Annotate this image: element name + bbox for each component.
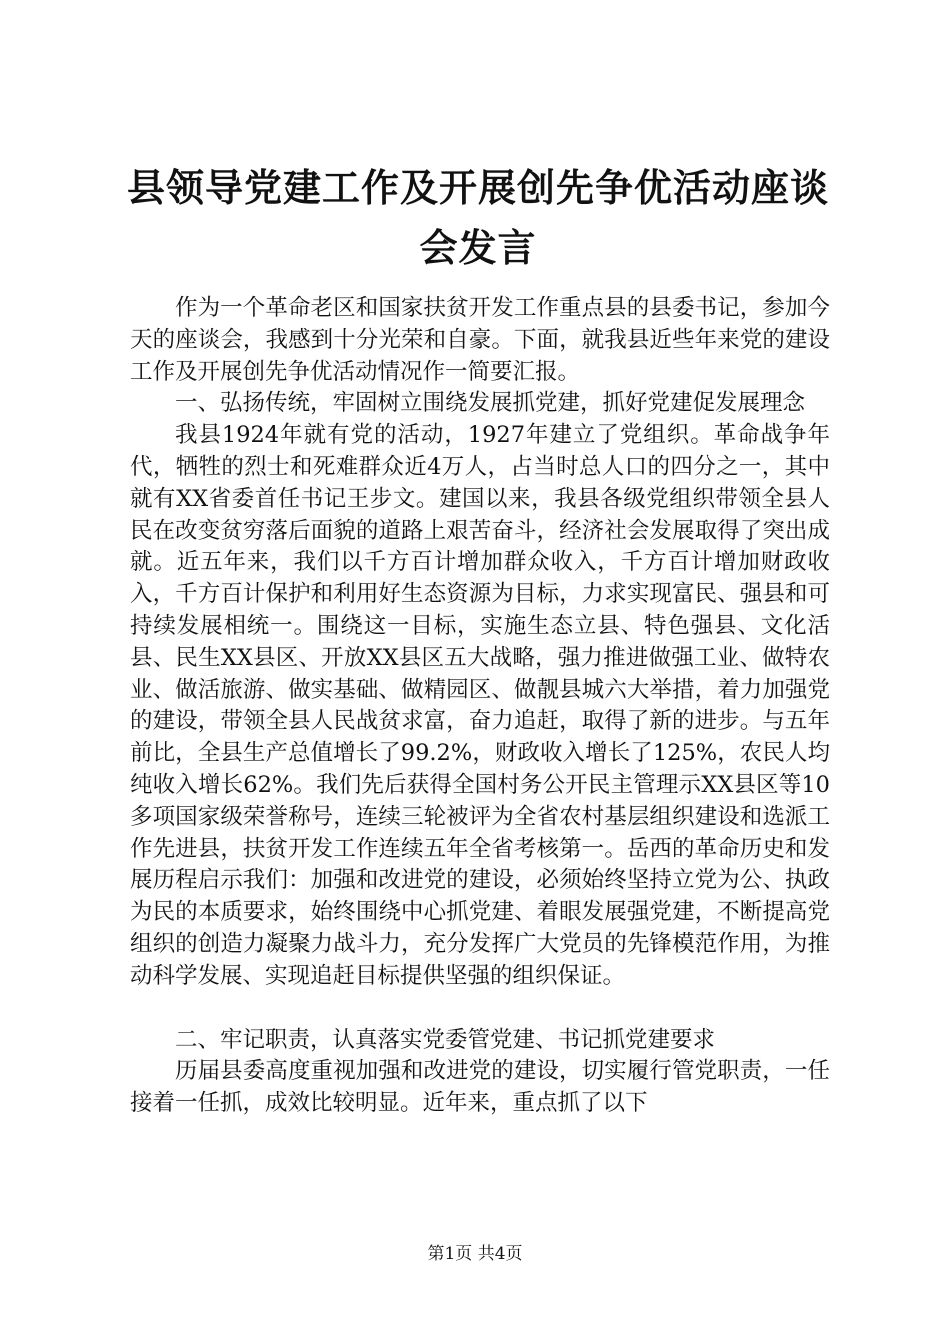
document-body	[130, 293, 830, 1120]
paragraph-responsibility: 历届县委高度重视加强和改进党的建设，切实履行管党职责，一任接着一任抓，成效比较明显。近年来，重点抓了以下	[130, 1058, 830, 1117]
section-heading-2: 二、牢记职责，认真落实党委管党建、书记抓党建要求	[175, 1026, 716, 1053]
section-heading-1: 一、弘扬传统，牢固树立围绕发展抓党建，抓好党建促发展理念	[175, 390, 806, 417]
document-title: 县领导党建工作及开展创先争优活动座谈会发言	[126, 166, 829, 270]
paragraph-intro: 作为一个革命老区和国家扶贫开发工作重点县的县委书记，参加今天的座谈会，我感到十分光荣和自豪。下面，就我县近些年来党的建设工作及开展创先争优活动情况作一简要汇报。	[130, 295, 830, 385]
paragraph-history: 我县1924年就有党的活动，1927年建立了党组织。革命战争年代，牺牲的烈士和死难群众近4万人，占当时总人口的四分之一，其中就有XX省委首任书记王步文。建国以来，我县各级党组织带领全县人民在改变贫穷落后面貌的道路上艰苦奋斗，经济社会发展取得了突出成就。近五年来，我们以千方百计增加群众收入，千方百计增加财政收入，千方百计保护和利用好生态资源为目标，力求实现富民、强县和可持续发展相统一。围绕这一目标，实施生态立县、特色强县、文化活县、民生XX县区、开放XX县区五大战略，强力推进做强工业、做特农业、做活旅游、做实基础、做精园区、做靓县城六大举措，着力加强党的建设，带领全县人民战贫求富，奋力追赶，取得了新的进步。与五年前比，全县生产总值增长了99.2%，财政收入增长了125%，农民人均纯收入增长62%。我们先后获得全国村务公开民主管理示XX县区等10多项国家级荣誉称号，连续三轮被评为全省农村基层组织建设和选派工作先进县，扶贫开发工作连续五年全省考核第一。岳西的革命历史和发展历程启示我们：加强和改进党的建设，必须始终坚持立党为公、执政为民的本质要求，始终围绕中心抓党建、着眼发展强党建，不断提高党组织的创造力凝聚力战斗力，充分发挥广大党员的先锋模范作用，为推动科学发展、实现追赶目标提供坚强的组织保证。	[130, 422, 830, 989]
page-number-footer: 第1页 共4页	[427, 1244, 523, 1264]
